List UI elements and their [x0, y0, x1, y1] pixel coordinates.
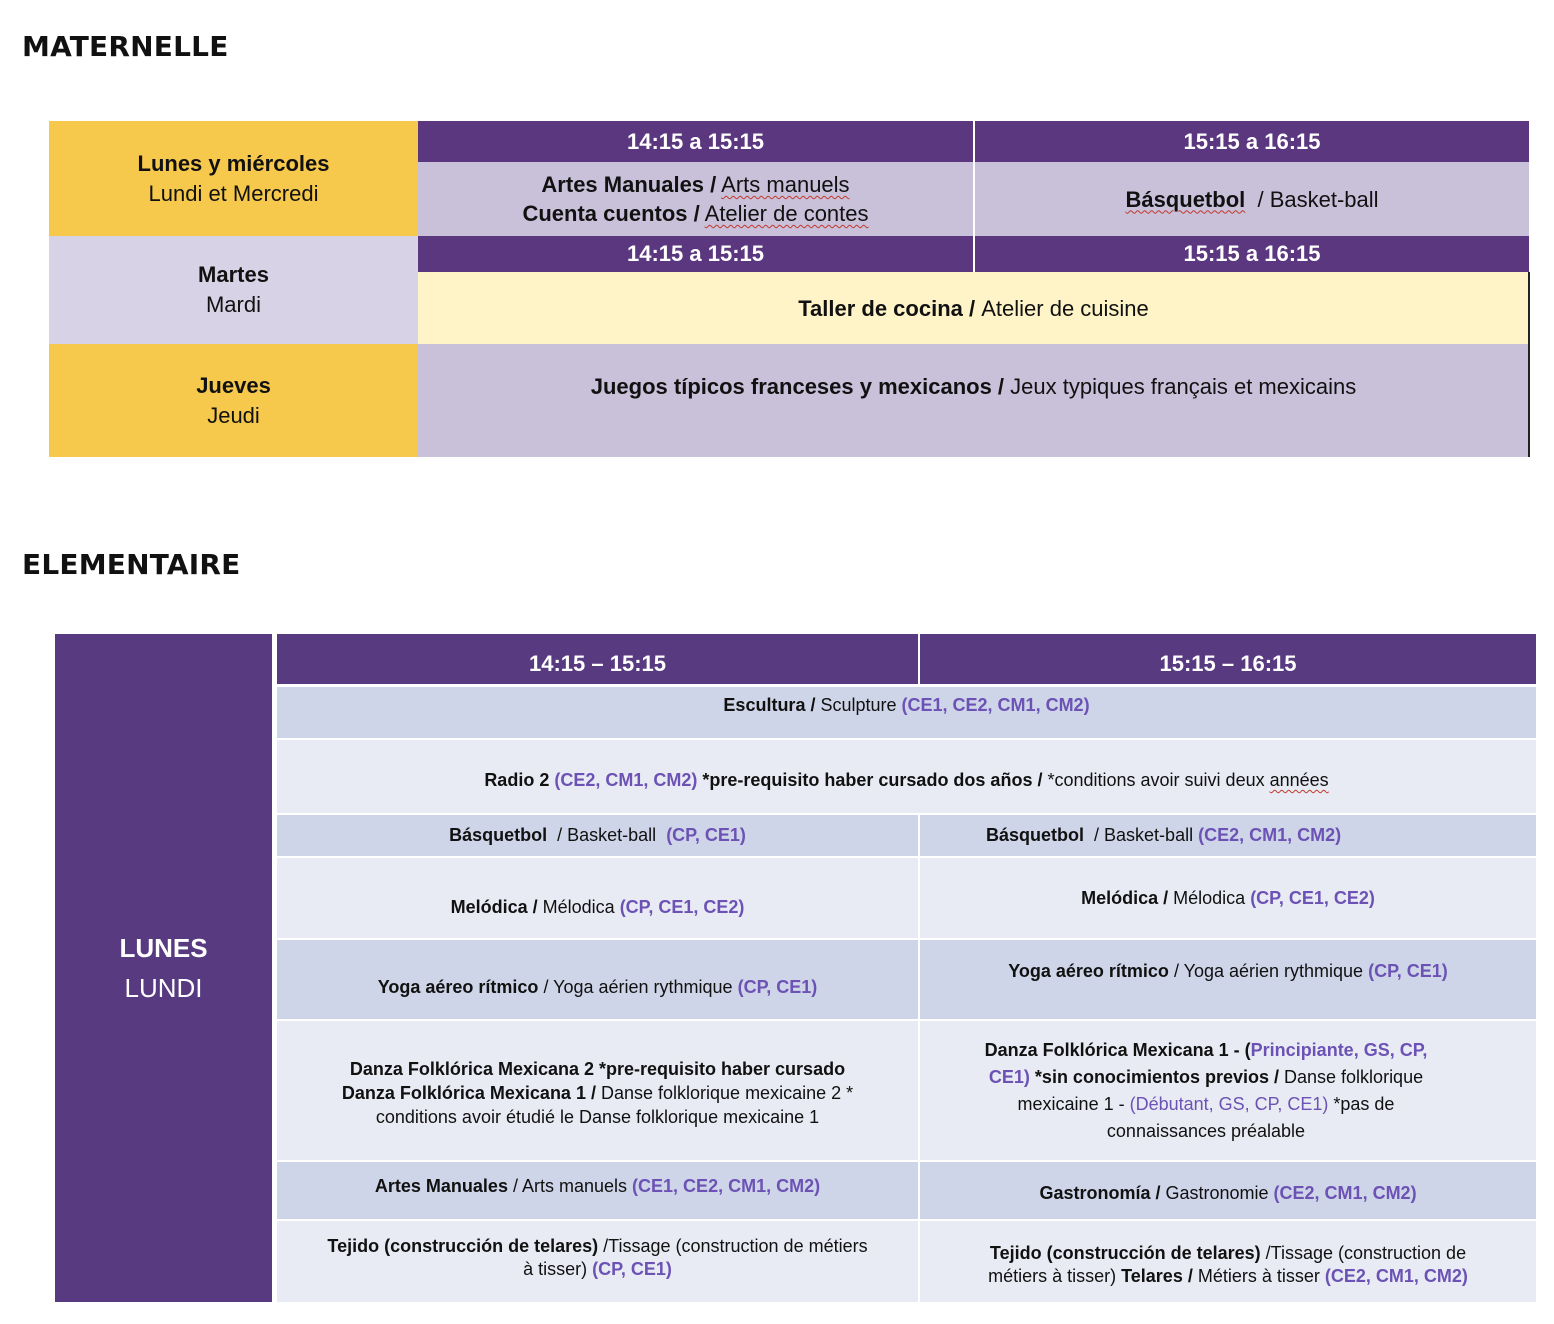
class-levels: (CP, CE1): [592, 1259, 672, 1279]
activity-danza-left: [277, 1021, 918, 1160]
day-es: Jueves: [196, 372, 271, 398]
activity-es: Básquetbol: [1125, 186, 1246, 212]
activity-fr: conditions avoir étudié le Danse folklorique mexicaine 1: [375, 1106, 820, 1127]
activity-yoga-right: [920, 940, 1536, 1019]
activity-fr: /Tissage (construction de métiers: [603, 1236, 868, 1256]
class-levels: (CP, CE1): [1368, 961, 1448, 981]
activity-fr: Sculpture: [820, 695, 897, 715]
table-border: [1528, 272, 1530, 457]
activity-fr: / Yoga aérien rythmique: [1173, 961, 1364, 981]
activity-yoga-left: [277, 940, 918, 1019]
activity-es: Danza Folklórica Mexicana 1 - (: [984, 1039, 1251, 1060]
day-fr: Lundi et Mercredi: [148, 180, 319, 206]
requirement-es: *sin conocimientos previos /: [1034, 1066, 1279, 1087]
activity-fr: / Arts manuels: [512, 1176, 628, 1196]
activity-fr: Gastronomie: [1165, 1183, 1269, 1203]
activity-fr: Arts manuels: [721, 172, 850, 197]
activity-tejido-left: [277, 1221, 918, 1302]
activity-radio: [277, 740, 1536, 813]
class-levels: (CE2, CM1, CM2): [1198, 825, 1342, 845]
activity-fr: /Tissage (construction de: [1265, 1242, 1467, 1263]
activity-fr: / Basket-ball: [557, 825, 657, 845]
activity-es: Básquetbol: [449, 825, 548, 845]
class-levels: (CE2, CM1, CM2): [1273, 1183, 1417, 1203]
activity-fr: / Basket-ball: [1094, 825, 1194, 845]
activity-es: Melódica /: [450, 896, 538, 917]
activity-es: Telares /: [1121, 1265, 1193, 1286]
day-es: Martes: [198, 262, 269, 287]
activity-fr: mexicaine 1 -: [1017, 1093, 1125, 1114]
activity-es: Tejido (construcción de telares): [989, 1242, 1261, 1263]
activity-basquetbol-right: [920, 815, 1536, 856]
requirement-fr: connaissances préalable: [1106, 1120, 1306, 1141]
day-fr: LUNDI: [124, 973, 203, 1003]
activity-juegos-tipicos: [418, 344, 1529, 457]
activity-es: Escultura /: [723, 695, 816, 715]
activity-es: Gastronomía /: [1039, 1183, 1161, 1203]
activity-basquetbol: [975, 162, 1529, 236]
activity-fr: à tisser): [523, 1259, 588, 1279]
activity-es: Básquetbol: [986, 825, 1085, 845]
activity-es: Juegos típicos franceses y mexicanos /: [590, 374, 1005, 399]
class-levels: (Débutant, GS, CP, CE1): [1129, 1093, 1329, 1114]
activity-es: Taller de cocina /: [798, 295, 976, 321]
activity-fr: Atelier de contes: [704, 201, 869, 226]
activity-taller-cocina: [418, 272, 1529, 344]
activity-artes-manuales: [277, 1162, 918, 1219]
requirement-fr: *conditions avoir suivi deux: [1047, 770, 1265, 790]
day-fr: Jeudi: [207, 402, 260, 428]
time-header-1: 14:15 a 15:15: [418, 121, 973, 162]
class-levels: Principiante, GS, CP,: [1250, 1039, 1428, 1060]
activity-es: Danza Folklórica Mexicana 1 /: [341, 1082, 596, 1103]
section-title-elementaire: ELEMENTAIRE: [22, 548, 241, 581]
class-levels: (CE1, CE2, CM1, CM2): [901, 695, 1090, 715]
day-es: LUNES: [119, 933, 208, 963]
activity-gastronomia: [920, 1162, 1536, 1219]
activity-fr: Métiers à tisser: [1197, 1265, 1320, 1286]
activity-es: Artes Manuales: [374, 1176, 508, 1196]
day-lunes-miercoles: [49, 121, 418, 236]
activity-danza-right: [920, 1021, 1536, 1160]
class-levels: (CE2, CM1, CM2): [1324, 1265, 1468, 1286]
activity-fr: Danse folklorique: [1284, 1066, 1424, 1087]
class-levels: (CP, CE1, CE2): [619, 896, 745, 917]
requirement-fr: *pas de: [1333, 1093, 1395, 1114]
activity-fr: métiers à tisser): [988, 1265, 1117, 1286]
activity-fr: Atelier de cuisine: [981, 295, 1149, 321]
time-header-1: 14:15 a 15:15: [418, 236, 973, 272]
activity-melodica-right: [920, 858, 1536, 938]
requirement-es: *pre-requisito haber cursado dos años /: [702, 770, 1043, 790]
activity-fr: / Yoga aérien rythmique: [543, 977, 733, 997]
activity-fr: / Basket-ball: [1257, 186, 1379, 212]
activity-fr: Mélodica: [1173, 888, 1246, 908]
class-levels: (CP, CE1, CE2): [1250, 888, 1375, 908]
activity-es: Yoga aéreo rítmico: [377, 977, 539, 997]
activity-artes-cuentos: [418, 162, 973, 236]
class-levels: (CE2, CM1, CM2): [554, 770, 698, 790]
activity-fr: Mélodica: [542, 896, 615, 917]
activity-es: Artes Manuales /: [541, 172, 717, 197]
class-levels: CE1): [988, 1066, 1030, 1087]
requirement-fr-end: années: [1269, 770, 1329, 790]
class-levels: (CE1, CE2, CM1, CM2): [632, 1176, 821, 1196]
activity-es: Cuenta cuentos /: [522, 201, 700, 226]
activity-basquetbol-left: [277, 815, 918, 856]
activity-es: Danza Folklórica Mexicana 2 *pre-requisito haber cursado: [349, 1058, 846, 1079]
class-levels: (CP, CE1): [737, 977, 818, 997]
time-header-2: 15:15 a 16:15: [975, 121, 1529, 162]
time-header-1: 14:15 – 15:15: [277, 634, 918, 684]
activity-es: Melódica /: [1081, 888, 1169, 908]
time-header-2: 15:15 – 16:15: [920, 634, 1536, 684]
day-es: Lunes y miércoles: [137, 150, 330, 176]
activity-fr: Danse folklorique mexicaine 2 *: [600, 1082, 854, 1103]
activity-tejido-right: [920, 1221, 1536, 1302]
section-title-maternelle: MATERNELLE: [22, 30, 229, 63]
activity-es: Radio 2: [484, 770, 550, 790]
day-martes: [49, 236, 418, 344]
class-levels: (CP, CE1): [666, 825, 746, 845]
activity-es: Tejido (construcción de telares): [327, 1236, 599, 1256]
activity-fr: Jeux typiques français et mexicains: [1010, 374, 1357, 399]
day-fr: Mardi: [205, 292, 261, 317]
time-header-2: 15:15 a 16:15: [975, 236, 1529, 272]
activity-melodica-left: [277, 858, 918, 938]
day-jueves: [49, 344, 418, 457]
day-band-lunes: [55, 634, 272, 1302]
activity-escultura: [277, 687, 1536, 738]
activity-es: Yoga aéreo rítmico: [1008, 961, 1169, 981]
